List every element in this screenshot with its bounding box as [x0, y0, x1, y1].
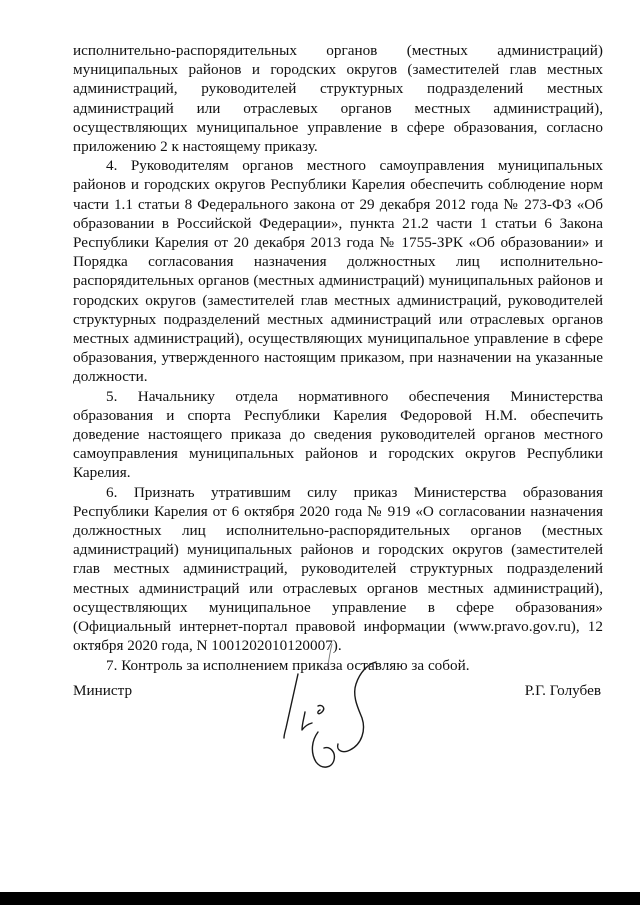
signatory-name: Р.Г. Голубев	[524, 682, 601, 699]
document-body	[73, 41, 603, 675]
paragraph-4: 4. Руководителям органов местного самоуправления муниципальных районов и городских округов Республики Карелия обеспечить соблюдение норм части 1.1 статьи 8 Федерального закона от 29 декабря 2012 года № 273-ФЗ «Об образовании в Российской Федерации», пункта 21.2 части 1 статьи 6 Закона Республики Карелия от 20 декабря 2013 года № 1755-ЗРК «Об образовании» и Порядка согласования назначения должностных лиц исполнительно-распорядительных органов (местных администраций) муниципальных районов и городских округов (заместителей глав местных администраций, руководителей структурных подразделений местных администраций или отраслевых органов местных администраций), осуществляющих муниципальное управление в сфере образования, утвержденного настоящим приказом, при назначении на указанные должности.	[73, 157, 603, 386]
paragraph-5: 5. Начальнику отдела нормативного обеспечения Министерства образования и спорта Республики Карелия Федоровой Н.М. обеспечить доведение настоящего приказа до сведения руководителей органов местного самоуправления муниципальных районов и городских округов Республики Карелия.	[73, 387, 603, 482]
signatory-position: Министр	[73, 682, 133, 699]
paragraph-6: 6. Признать утратившим силу приказ Министерства образования Республики Карелия от 6 октября 2020 года № 919 «О согласовании назначения должностных лиц исполнительно-распорядительных органов (местных администраций) муниципальных районов и городских округов (заместителей глав местных администраций, руководителей структурных подразделений местных администраций или отраслевых органов местных администраций), осуществляющих муниципальное управление в сфере образования» (Официальный интернет-портал правовой информации (www.pravo.gov.ru), 12 октября 2020 года, N 1001202010120007).	[73, 483, 603, 655]
paragraph-3-continuation: исполнительно-распорядительных органов (местных администраций) муниципальных районов и городских округов (заместителей глав местных администраций, руководителей структурных подразделений местных администраций или отраслевых органов местных администраций), осуществляющих муниципальное управление в сфере образования, согласно приложению 2 к настоящему приказу.	[73, 42, 603, 156]
scan-bottom-edge	[0, 892, 640, 905]
paragraph-7: 7. Контроль за исполнением приказа оставляю за собой.	[106, 656, 470, 674]
handwritten-signature	[272, 640, 392, 780]
